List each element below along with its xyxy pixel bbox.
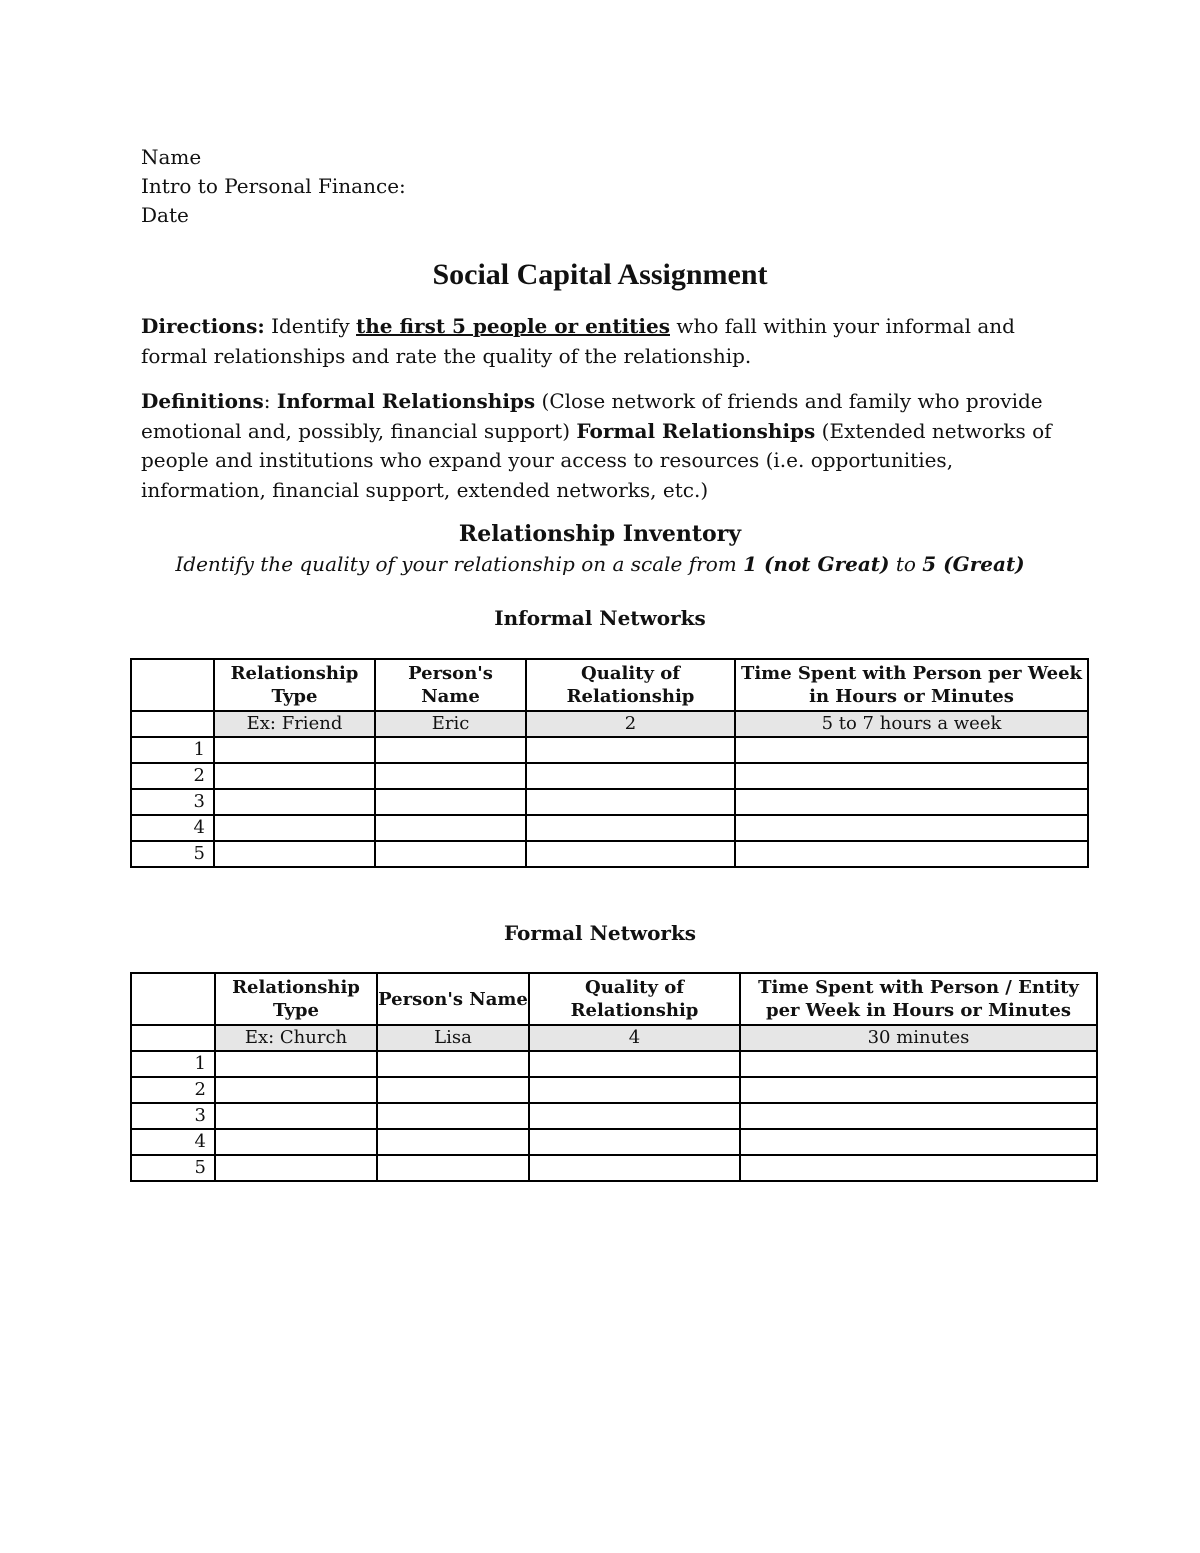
example-relationship-type: Ex: Church	[215, 1025, 377, 1051]
time-spent-cell[interactable]	[735, 815, 1088, 841]
header-time-spent: Time Spent with Person / Entity per Week in Hours or Minutes	[740, 973, 1097, 1025]
row-number: 1	[131, 737, 214, 763]
inventory-subtitle	[0, 552, 1200, 576]
directions-label: Directions:	[141, 314, 265, 338]
row-number: 3	[131, 1103, 215, 1129]
example-quality: 2	[526, 711, 735, 737]
example-blank-cell	[131, 711, 214, 737]
example-blank-cell	[131, 1025, 215, 1051]
relationship-type-cell[interactable]	[214, 737, 375, 763]
example-persons-name: Lisa	[377, 1025, 529, 1051]
quality-cell[interactable]	[526, 841, 735, 867]
time-spent-cell[interactable]	[735, 789, 1088, 815]
definitions-paragraph	[141, 387, 1071, 505]
table-row	[131, 789, 1088, 815]
persons-name-cell[interactable]	[377, 1129, 529, 1155]
time-spent-cell[interactable]	[740, 1129, 1097, 1155]
persons-name-cell[interactable]	[375, 763, 526, 789]
header-persons-name: Person's Name	[375, 659, 526, 711]
time-spent-cell[interactable]	[740, 1155, 1097, 1181]
time-spent-cell[interactable]	[735, 841, 1088, 867]
time-spent-cell[interactable]	[735, 763, 1088, 789]
quality-cell[interactable]	[529, 1051, 740, 1077]
table-row	[131, 841, 1088, 867]
page-title: Social Capital Assignment	[432, 258, 768, 291]
header-quality: Quality of Relationship	[529, 973, 740, 1025]
directions-emphasis: the first 5 people or entities	[356, 314, 670, 338]
directions-text-1: Identify	[264, 314, 357, 338]
inventory-sub-2: to	[889, 552, 923, 576]
relationship-type-cell[interactable]	[215, 1103, 377, 1129]
definitions-label: Definitions	[141, 389, 264, 413]
header-time-spent: Time Spent with Person per Week in Hours or Minutes	[735, 659, 1088, 711]
informal-definition-text: (Close network of friends and family who provide emotional and, possibly, financial support)	[141, 389, 1043, 443]
table-row	[131, 1155, 1097, 1181]
quality-cell[interactable]	[529, 1103, 740, 1129]
quality-cell[interactable]	[529, 1129, 740, 1155]
table-row	[131, 1051, 1097, 1077]
row-number: 4	[131, 1129, 215, 1155]
row-number: 2	[131, 763, 214, 789]
header-persons-name: Person's Name	[377, 973, 529, 1025]
quality-cell[interactable]	[529, 1155, 740, 1181]
quality-cell[interactable]	[526, 789, 735, 815]
row-number: 3	[131, 789, 214, 815]
persons-name-cell[interactable]	[377, 1155, 529, 1181]
quality-cell[interactable]	[529, 1077, 740, 1103]
persons-name-cell[interactable]	[375, 737, 526, 763]
formal-definition-label: Formal Relationships	[576, 418, 816, 443]
header-corner-cell	[131, 659, 214, 711]
informal-networks-title: Informal Networks	[494, 606, 706, 630]
example-time-spent: 5 to 7 hours a week	[735, 711, 1088, 737]
formal-definition-text: (Extended networks of people and institutions who expand your access to resources (i.e. opportunities, information, financial support, extended networks, etc.)	[141, 418, 1052, 502]
table-header-row	[131, 973, 1097, 1025]
relationship-type-cell[interactable]	[215, 1129, 377, 1155]
time-spent-cell[interactable]	[740, 1077, 1097, 1103]
relationship-type-cell[interactable]	[214, 841, 375, 867]
table-row	[131, 1129, 1097, 1155]
time-spent-cell[interactable]	[735, 737, 1088, 763]
header-relationship-type: Relationship Type	[215, 973, 377, 1025]
example-persons-name: Eric	[375, 711, 526, 737]
relationship-type-cell[interactable]	[215, 1077, 377, 1103]
persons-name-cell[interactable]	[377, 1051, 529, 1077]
header-relationship-type: Relationship Type	[214, 659, 375, 711]
example-row	[131, 1025, 1097, 1051]
date-label: Date	[141, 203, 189, 227]
course-label: Intro to Personal Finance:	[141, 174, 406, 198]
row-number: 5	[131, 1155, 215, 1181]
formal-networks-title: Formal Networks	[503, 921, 697, 945]
time-spent-cell[interactable]	[740, 1103, 1097, 1129]
table-row	[131, 763, 1088, 789]
inventory-title: Relationship Inventory	[458, 521, 742, 547]
header-quality: Quality of Relationship	[526, 659, 735, 711]
name-label: Name	[141, 145, 202, 169]
informal-networks-table	[130, 658, 1089, 868]
persons-name-cell[interactable]	[377, 1077, 529, 1103]
inventory-sub-high: 5 (Great)	[922, 552, 1025, 576]
time-spent-cell[interactable]	[740, 1051, 1097, 1077]
inventory-sub-low: 1 (not Great)	[743, 552, 890, 576]
quality-cell[interactable]	[526, 737, 735, 763]
header-corner-cell	[131, 973, 215, 1025]
persons-name-cell[interactable]	[375, 789, 526, 815]
directions-paragraph	[141, 312, 1071, 371]
example-row	[131, 711, 1088, 737]
table-row	[131, 1103, 1097, 1129]
quality-cell[interactable]	[526, 763, 735, 789]
table-row	[131, 737, 1088, 763]
persons-name-cell[interactable]	[375, 841, 526, 867]
relationship-type-cell[interactable]	[214, 815, 375, 841]
persons-name-cell[interactable]	[377, 1103, 529, 1129]
row-number: 4	[131, 815, 214, 841]
example-time-spent: 30 minutes	[740, 1025, 1097, 1051]
relationship-type-cell[interactable]	[215, 1155, 377, 1181]
table-header-row	[131, 659, 1088, 711]
directions-text-2: who fall within your informal and formal relationships and rate the quality of the relationship.	[141, 314, 1015, 368]
quality-cell[interactable]	[526, 815, 735, 841]
relationship-type-cell[interactable]	[215, 1051, 377, 1077]
example-quality: 4	[529, 1025, 740, 1051]
table-row	[131, 815, 1088, 841]
table-row	[131, 1077, 1097, 1103]
row-number: 2	[131, 1077, 215, 1103]
definitions-colon: :	[263, 389, 277, 413]
formal-networks-table	[130, 972, 1098, 1182]
inventory-sub-1: Identify the quality of your relationship on a scale from	[175, 552, 744, 576]
relationship-type-cell[interactable]	[214, 789, 375, 815]
informal-definition-label: Informal Relationships	[276, 389, 536, 413]
student-header	[141, 143, 406, 230]
row-number: 1	[131, 1051, 215, 1077]
persons-name-cell[interactable]	[375, 815, 526, 841]
example-relationship-type: Ex: Friend	[214, 711, 375, 737]
row-number: 5	[131, 841, 214, 867]
relationship-type-cell[interactable]	[214, 763, 375, 789]
